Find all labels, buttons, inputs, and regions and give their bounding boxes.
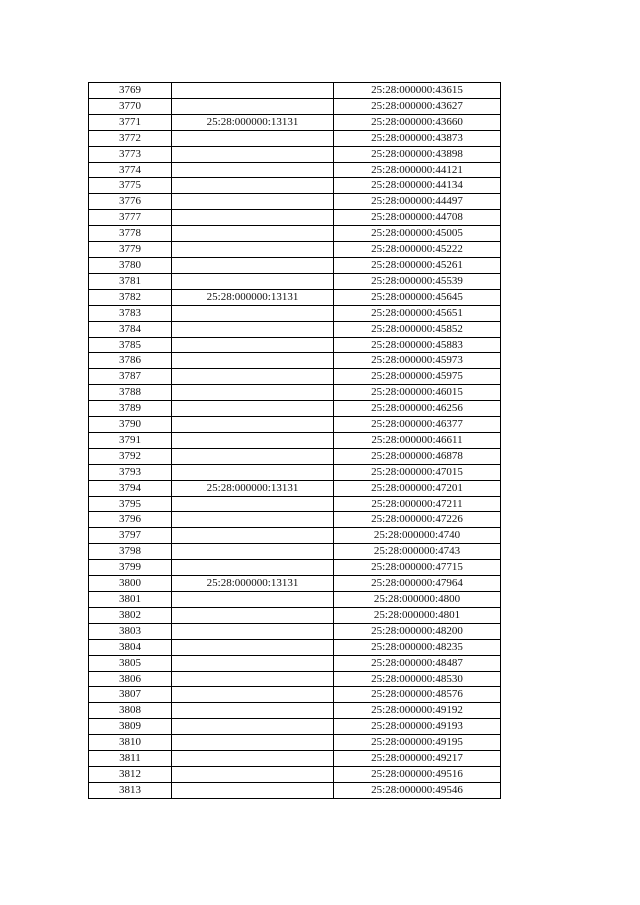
table-row [89, 639, 501, 655]
parent-cadastral-number-cell [172, 544, 334, 560]
row-number-cell: 3790 [89, 417, 172, 433]
row-number-cell: 3774 [89, 162, 172, 178]
cadastral-number-cell: 25:28:000000:43873 [334, 130, 501, 146]
row-number-cell: 3811 [89, 751, 172, 767]
row-number-cell: 3798 [89, 544, 172, 560]
row-number-cell: 3788 [89, 385, 172, 401]
cadastral-number-cell: 25:28:000000:44708 [334, 210, 501, 226]
parent-cadastral-number-cell: 25:28:000000:13131 [172, 289, 334, 305]
table-row [89, 719, 501, 735]
row-number-cell: 3769 [89, 83, 172, 99]
table-row [89, 401, 501, 417]
table-row [89, 305, 501, 321]
cadastral-number-cell: 25:28:000000:45222 [334, 242, 501, 258]
row-number-cell: 3813 [89, 782, 172, 798]
cadastral-table [88, 82, 501, 799]
table-row [89, 178, 501, 194]
parent-cadastral-number-cell: 25:28:000000:13131 [172, 480, 334, 496]
table-row [89, 496, 501, 512]
table-row [89, 257, 501, 273]
cadastral-number-cell: 25:28:000000:49217 [334, 751, 501, 767]
row-number-cell: 3781 [89, 273, 172, 289]
row-number-cell: 3779 [89, 242, 172, 258]
row-number-cell: 3778 [89, 226, 172, 242]
cadastral-number-cell: 25:28:000000:48487 [334, 655, 501, 671]
parent-cadastral-number-cell [172, 305, 334, 321]
parent-cadastral-number-cell [172, 432, 334, 448]
table-row [89, 353, 501, 369]
cadastral-number-cell: 25:28:000000:46256 [334, 401, 501, 417]
parent-cadastral-number-cell [172, 210, 334, 226]
row-number-cell: 3806 [89, 671, 172, 687]
cadastral-number-cell: 25:28:000000:43898 [334, 146, 501, 162]
table-row [89, 687, 501, 703]
parent-cadastral-number-cell [172, 369, 334, 385]
table-row [89, 210, 501, 226]
parent-cadastral-number-cell [172, 655, 334, 671]
table-row [89, 766, 501, 782]
table-row [89, 671, 501, 687]
cadastral-number-cell: 25:28:000000:44497 [334, 194, 501, 210]
cadastral-number-cell: 25:28:000000:4743 [334, 544, 501, 560]
table-row [89, 130, 501, 146]
cadastral-number-cell: 25:28:000000:48530 [334, 671, 501, 687]
cadastral-number-cell: 25:28:000000:47201 [334, 480, 501, 496]
table-body [89, 83, 501, 799]
table-row [89, 512, 501, 528]
table-row [89, 464, 501, 480]
cadastral-number-cell: 25:28:000000:45973 [334, 353, 501, 369]
parent-cadastral-number-cell [172, 353, 334, 369]
table-row [89, 607, 501, 623]
cadastral-number-cell: 25:28:000000:49193 [334, 719, 501, 735]
table-row [89, 432, 501, 448]
cadastral-number-cell: 25:28:000000:46878 [334, 448, 501, 464]
cadastral-number-cell: 25:28:000000:45261 [334, 257, 501, 273]
cadastral-number-cell: 25:28:000000:44134 [334, 178, 501, 194]
parent-cadastral-number-cell [172, 162, 334, 178]
parent-cadastral-number-cell: 25:28:000000:13131 [172, 114, 334, 130]
row-number-cell: 3791 [89, 432, 172, 448]
parent-cadastral-number-cell [172, 512, 334, 528]
row-number-cell: 3783 [89, 305, 172, 321]
row-number-cell: 3792 [89, 448, 172, 464]
cadastral-number-cell: 25:28:000000:48200 [334, 623, 501, 639]
table-row [89, 273, 501, 289]
row-number-cell: 3804 [89, 639, 172, 655]
row-number-cell: 3809 [89, 719, 172, 735]
cadastral-number-cell: 25:28:000000:47964 [334, 576, 501, 592]
row-number-cell: 3795 [89, 496, 172, 512]
cadastral-number-cell: 25:28:000000:47211 [334, 496, 501, 512]
row-number-cell: 3771 [89, 114, 172, 130]
row-number-cell: 3787 [89, 369, 172, 385]
cadastral-number-cell: 25:28:000000:45651 [334, 305, 501, 321]
cadastral-number-cell: 25:28:000000:49546 [334, 782, 501, 798]
cadastral-number-cell: 25:28:000000:46377 [334, 417, 501, 433]
parent-cadastral-number-cell [172, 401, 334, 417]
parent-cadastral-number-cell [172, 337, 334, 353]
parent-cadastral-number-cell: 25:28:000000:13131 [172, 576, 334, 592]
parent-cadastral-number-cell [172, 592, 334, 608]
table-row [89, 592, 501, 608]
table-row [89, 242, 501, 258]
row-number-cell: 3810 [89, 735, 172, 751]
cadastral-number-cell: 25:28:000000:46015 [334, 385, 501, 401]
row-number-cell: 3807 [89, 687, 172, 703]
table-row [89, 576, 501, 592]
cadastral-number-cell: 25:28:000000:43627 [334, 98, 501, 114]
row-number-cell: 3799 [89, 560, 172, 576]
parent-cadastral-number-cell [172, 321, 334, 337]
table-row [89, 162, 501, 178]
table-row [89, 782, 501, 798]
cadastral-number-cell: 25:28:000000:4800 [334, 592, 501, 608]
cadastral-number-cell: 25:28:000000:45975 [334, 369, 501, 385]
row-number-cell: 3789 [89, 401, 172, 417]
row-number-cell: 3773 [89, 146, 172, 162]
parent-cadastral-number-cell [172, 273, 334, 289]
parent-cadastral-number-cell [172, 146, 334, 162]
parent-cadastral-number-cell [172, 687, 334, 703]
parent-cadastral-number-cell [172, 560, 334, 576]
row-number-cell: 3802 [89, 607, 172, 623]
parent-cadastral-number-cell [172, 242, 334, 258]
row-number-cell: 3803 [89, 623, 172, 639]
cadastral-number-cell: 25:28:000000:49516 [334, 766, 501, 782]
row-number-cell: 3772 [89, 130, 172, 146]
table-row [89, 623, 501, 639]
row-number-cell: 3805 [89, 655, 172, 671]
parent-cadastral-number-cell [172, 751, 334, 767]
parent-cadastral-number-cell [172, 130, 334, 146]
table-row [89, 655, 501, 671]
table-row [89, 385, 501, 401]
cadastral-number-cell: 25:28:000000:45645 [334, 289, 501, 305]
table-row [89, 226, 501, 242]
row-number-cell: 3801 [89, 592, 172, 608]
row-number-cell: 3775 [89, 178, 172, 194]
row-number-cell: 3808 [89, 703, 172, 719]
row-number-cell: 3794 [89, 480, 172, 496]
table-row [89, 321, 501, 337]
parent-cadastral-number-cell [172, 607, 334, 623]
table-row [89, 146, 501, 162]
cadastral-number-cell: 25:28:000000:49195 [334, 735, 501, 751]
row-number-cell: 3800 [89, 576, 172, 592]
cadastral-number-cell: 25:28:000000:46611 [334, 432, 501, 448]
table-row [89, 751, 501, 767]
table-row [89, 194, 501, 210]
parent-cadastral-number-cell [172, 464, 334, 480]
parent-cadastral-number-cell [172, 528, 334, 544]
table-row [89, 417, 501, 433]
row-number-cell: 3793 [89, 464, 172, 480]
cadastral-number-cell: 25:28:000000:43615 [334, 83, 501, 99]
cadastral-number-cell: 25:28:000000:45852 [334, 321, 501, 337]
parent-cadastral-number-cell [172, 178, 334, 194]
parent-cadastral-number-cell [172, 719, 334, 735]
row-number-cell: 3812 [89, 766, 172, 782]
row-number-cell: 3786 [89, 353, 172, 369]
parent-cadastral-number-cell [172, 385, 334, 401]
row-number-cell: 3797 [89, 528, 172, 544]
table-row [89, 83, 501, 99]
row-number-cell: 3780 [89, 257, 172, 273]
table-row [89, 703, 501, 719]
parent-cadastral-number-cell [172, 226, 334, 242]
cadastral-number-cell: 25:28:000000:45883 [334, 337, 501, 353]
table-row [89, 544, 501, 560]
table-row [89, 369, 501, 385]
cadastral-number-cell: 25:28:000000:4740 [334, 528, 501, 544]
row-number-cell: 3784 [89, 321, 172, 337]
row-number-cell: 3796 [89, 512, 172, 528]
row-number-cell: 3785 [89, 337, 172, 353]
parent-cadastral-number-cell [172, 257, 334, 273]
table-row [89, 98, 501, 114]
parent-cadastral-number-cell [172, 735, 334, 751]
parent-cadastral-number-cell [172, 623, 334, 639]
table-row [89, 289, 501, 305]
cadastral-number-cell: 25:28:000000:47226 [334, 512, 501, 528]
parent-cadastral-number-cell [172, 639, 334, 655]
cadastral-number-cell: 25:28:000000:4801 [334, 607, 501, 623]
parent-cadastral-number-cell [172, 496, 334, 512]
table-row [89, 560, 501, 576]
row-number-cell: 3770 [89, 98, 172, 114]
table-row [89, 337, 501, 353]
cadastral-number-cell: 25:28:000000:47715 [334, 560, 501, 576]
row-number-cell: 3777 [89, 210, 172, 226]
parent-cadastral-number-cell [172, 98, 334, 114]
parent-cadastral-number-cell [172, 782, 334, 798]
table-row [89, 448, 501, 464]
parent-cadastral-number-cell [172, 83, 334, 99]
table-row [89, 528, 501, 544]
cadastral-number-cell: 25:28:000000:49192 [334, 703, 501, 719]
cadastral-number-cell: 25:28:000000:43660 [334, 114, 501, 130]
cadastral-number-cell: 25:28:000000:44121 [334, 162, 501, 178]
cadastral-number-cell: 25:28:000000:48576 [334, 687, 501, 703]
parent-cadastral-number-cell [172, 766, 334, 782]
cadastral-number-cell: 25:28:000000:47015 [334, 464, 501, 480]
cadastral-number-cell: 25:28:000000:45005 [334, 226, 501, 242]
parent-cadastral-number-cell [172, 703, 334, 719]
row-number-cell: 3782 [89, 289, 172, 305]
parent-cadastral-number-cell [172, 194, 334, 210]
row-number-cell: 3776 [89, 194, 172, 210]
table-row [89, 114, 501, 130]
cadastral-number-cell: 25:28:000000:45539 [334, 273, 501, 289]
table-row [89, 735, 501, 751]
parent-cadastral-number-cell [172, 671, 334, 687]
parent-cadastral-number-cell [172, 417, 334, 433]
parent-cadastral-number-cell [172, 448, 334, 464]
cadastral-number-cell: 25:28:000000:48235 [334, 639, 501, 655]
table-row [89, 480, 501, 496]
